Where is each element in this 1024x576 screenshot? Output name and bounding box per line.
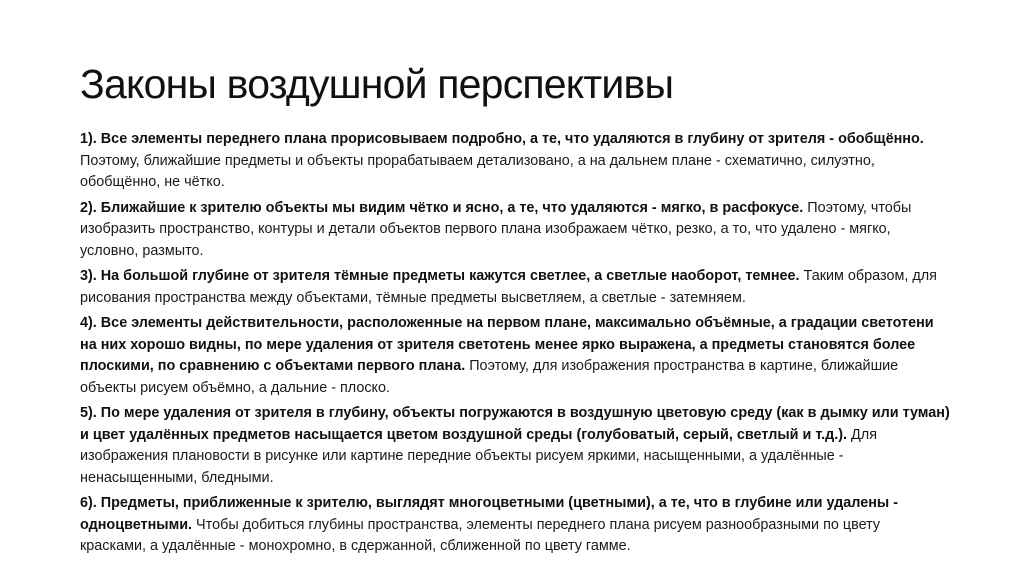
law-6-text: Чтобы добиться глубины пространства, элементы переднего плана рисуем разнообразными по цвету красками, а удалённые - монохромно, в сдержанной, сближенной по цвету гамме.	[80, 516, 881, 554]
law-paragraph-2	[80, 198, 950, 263]
law-1-text: Поэтому, ближайшие предметы и объекты прорабатываем детализовано, а на дальнем плане - схематично, силуэтно, обобщённо, не чётко.	[80, 152, 875, 190]
law-3-text: Таким образом, для рисования пространства между объектами, тёмные предметы высветляем, а светлые - затемняем.	[80, 268, 937, 306]
law-6-bold-text: 6). Предметы, приближенные к зрителю, выглядят многоцветными (цветными), а те, что в глубине или удалены - одноцветными.	[80, 495, 898, 533]
slide-title: Законы воздушной перспективы	[80, 61, 674, 107]
law-paragraph-3	[80, 266, 950, 309]
law-2-text: Поэтому, чтобы изобразить пространство, контуры и детали объектов первого плана изображаем чётко, резко, а то, что удалено - мягко, условно, размыто.	[80, 199, 912, 259]
law-5-bold-text: 5). По мере удаления от зрителя в глубину, объекты погружаются в воздушную цветовую среду (как в дымку или туман) и цвет удалённых предметов насыщается цветом воздушной среды (голубоватый, серый, светлый и т.д.).	[80, 405, 950, 443]
law-paragraph-5	[80, 403, 950, 489]
law-5-text: Для изображения плановости в рисунке или картине передние объекты рисуем яркими, насыщенными, а удалённые - ненасыщенными, бледными.	[80, 426, 877, 486]
law-3-bold-text: 3). На большой глубине от зрителя тёмные предметы кажутся светлее, а светлые наоборот, темнее.	[80, 268, 800, 284]
law-1-bold-text: 1). Все элементы переднего плана прорисовываем подробно, а те, что удаляются в глубину от зрителя - обобщённо.	[80, 131, 924, 147]
law-paragraph-1	[80, 129, 950, 194]
law-4-text: Поэтому, для изображения пространства в картине, ближайшие объекты рисуем объёмно, а дальние - плоско.	[80, 358, 899, 396]
slide-body	[80, 129, 950, 562]
law-paragraph-6	[80, 493, 950, 558]
law-2-bold-text: 2). Ближайшие к зрителю объекты мы видим чётко и ясно, а те, что удаляются - мягко, в расфокусе.	[80, 199, 804, 216]
law-paragraph-4	[80, 313, 950, 399]
law-4-bold-text: 4). Все элементы действительности, расположенные на первом плане, максимально объёмные, а градации светотени на них хорошо видны, по мере удаления от зрителя светотень менее ярко выражена, а предметы становятся более плоскими, по сравнению с объектами первого плана.	[80, 315, 934, 374]
